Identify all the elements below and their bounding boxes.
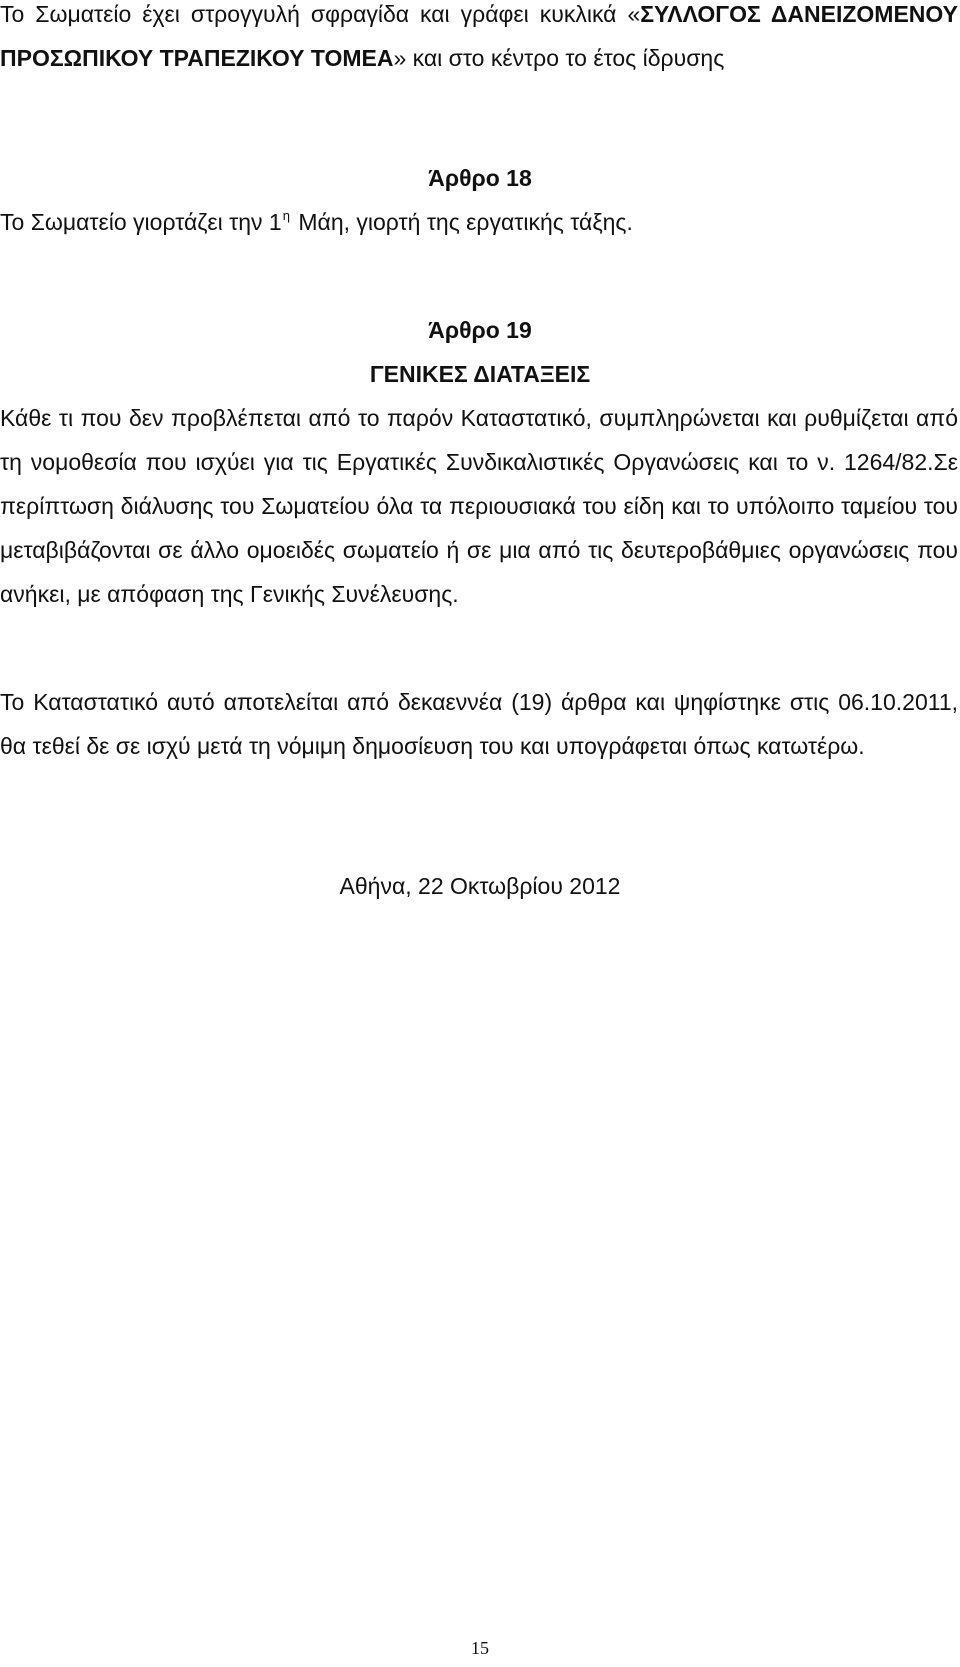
article-18-text-start: Το Σωματείο γιορτάζει την 1 xyxy=(0,209,282,235)
closing-paragraph: Το Καταστατικό αυτό αποτελείται από δεκαεννέα (19) άρθρα και ψηφίστηκε στις 06.10.2011, θα τεθεί δε σε ισχύ μετά τη νόμιμη δημοσίευση του και υπογράφεται όπως κατωτέρω. xyxy=(0,689,958,759)
article-19-paragraph: Κάθε τι που δεν προβλέπεται από το παρόν Καταστατικό, συμπληρώνεται και ρυθμίζεται από τη νομοθεσία που ισχύει για τις Εργατικές Συνδικαλιστικές Οργανώσεις και το ν. 1264/82.Σε περίπτωση διάλυσης του Σωματείου όλα τα περιουσιακά του είδη και το υπόλοιπο ταμείου του μεταβιβάζονται σε άλλο ομοειδές σωματείο ή σε μια από τις δευτεροβάθμιες οργανώσεις που ανήκει, με απόφαση της Γενικής Συνέλευσης. xyxy=(0,405,958,607)
article-19-heading: Άρθρο 19 xyxy=(428,317,532,343)
article-17-text-start: Το Σωματείο έχει στρογγυλή σφραγίδα και γράφει κυκλικά « xyxy=(0,1,641,27)
article-18-paragraph xyxy=(0,200,958,244)
article-17-paragraph xyxy=(0,0,958,80)
article-19-subheading: ΓΕΝΙΚΕΣ ΔΙΑΤΑΞΕΙΣ xyxy=(369,361,591,387)
article-18-heading: Άρθρο 18 xyxy=(428,165,532,191)
page-number: 15 xyxy=(471,1638,489,1658)
article-18-text-end: Μάη, γιορτή της εργατικής τάξης. xyxy=(291,209,633,235)
article-17-text-end: » και στο κέντρο το έτος ίδρυσης xyxy=(393,45,725,71)
ordinal-superscript: η xyxy=(282,208,290,223)
place-date: Αθήνα, 22 Οκτωβρίου 2012 xyxy=(339,873,621,899)
association-name: ΣΥΛΛΟΓΟΣ ΔΑΝΕΙΖΟΜΕΝΟΥ ΠΡΟΣΩΠΙΚΟΥ ΤΡΑΠΕΖΙΚΟΥ ΤΟΜΕΑ xyxy=(0,1,958,71)
